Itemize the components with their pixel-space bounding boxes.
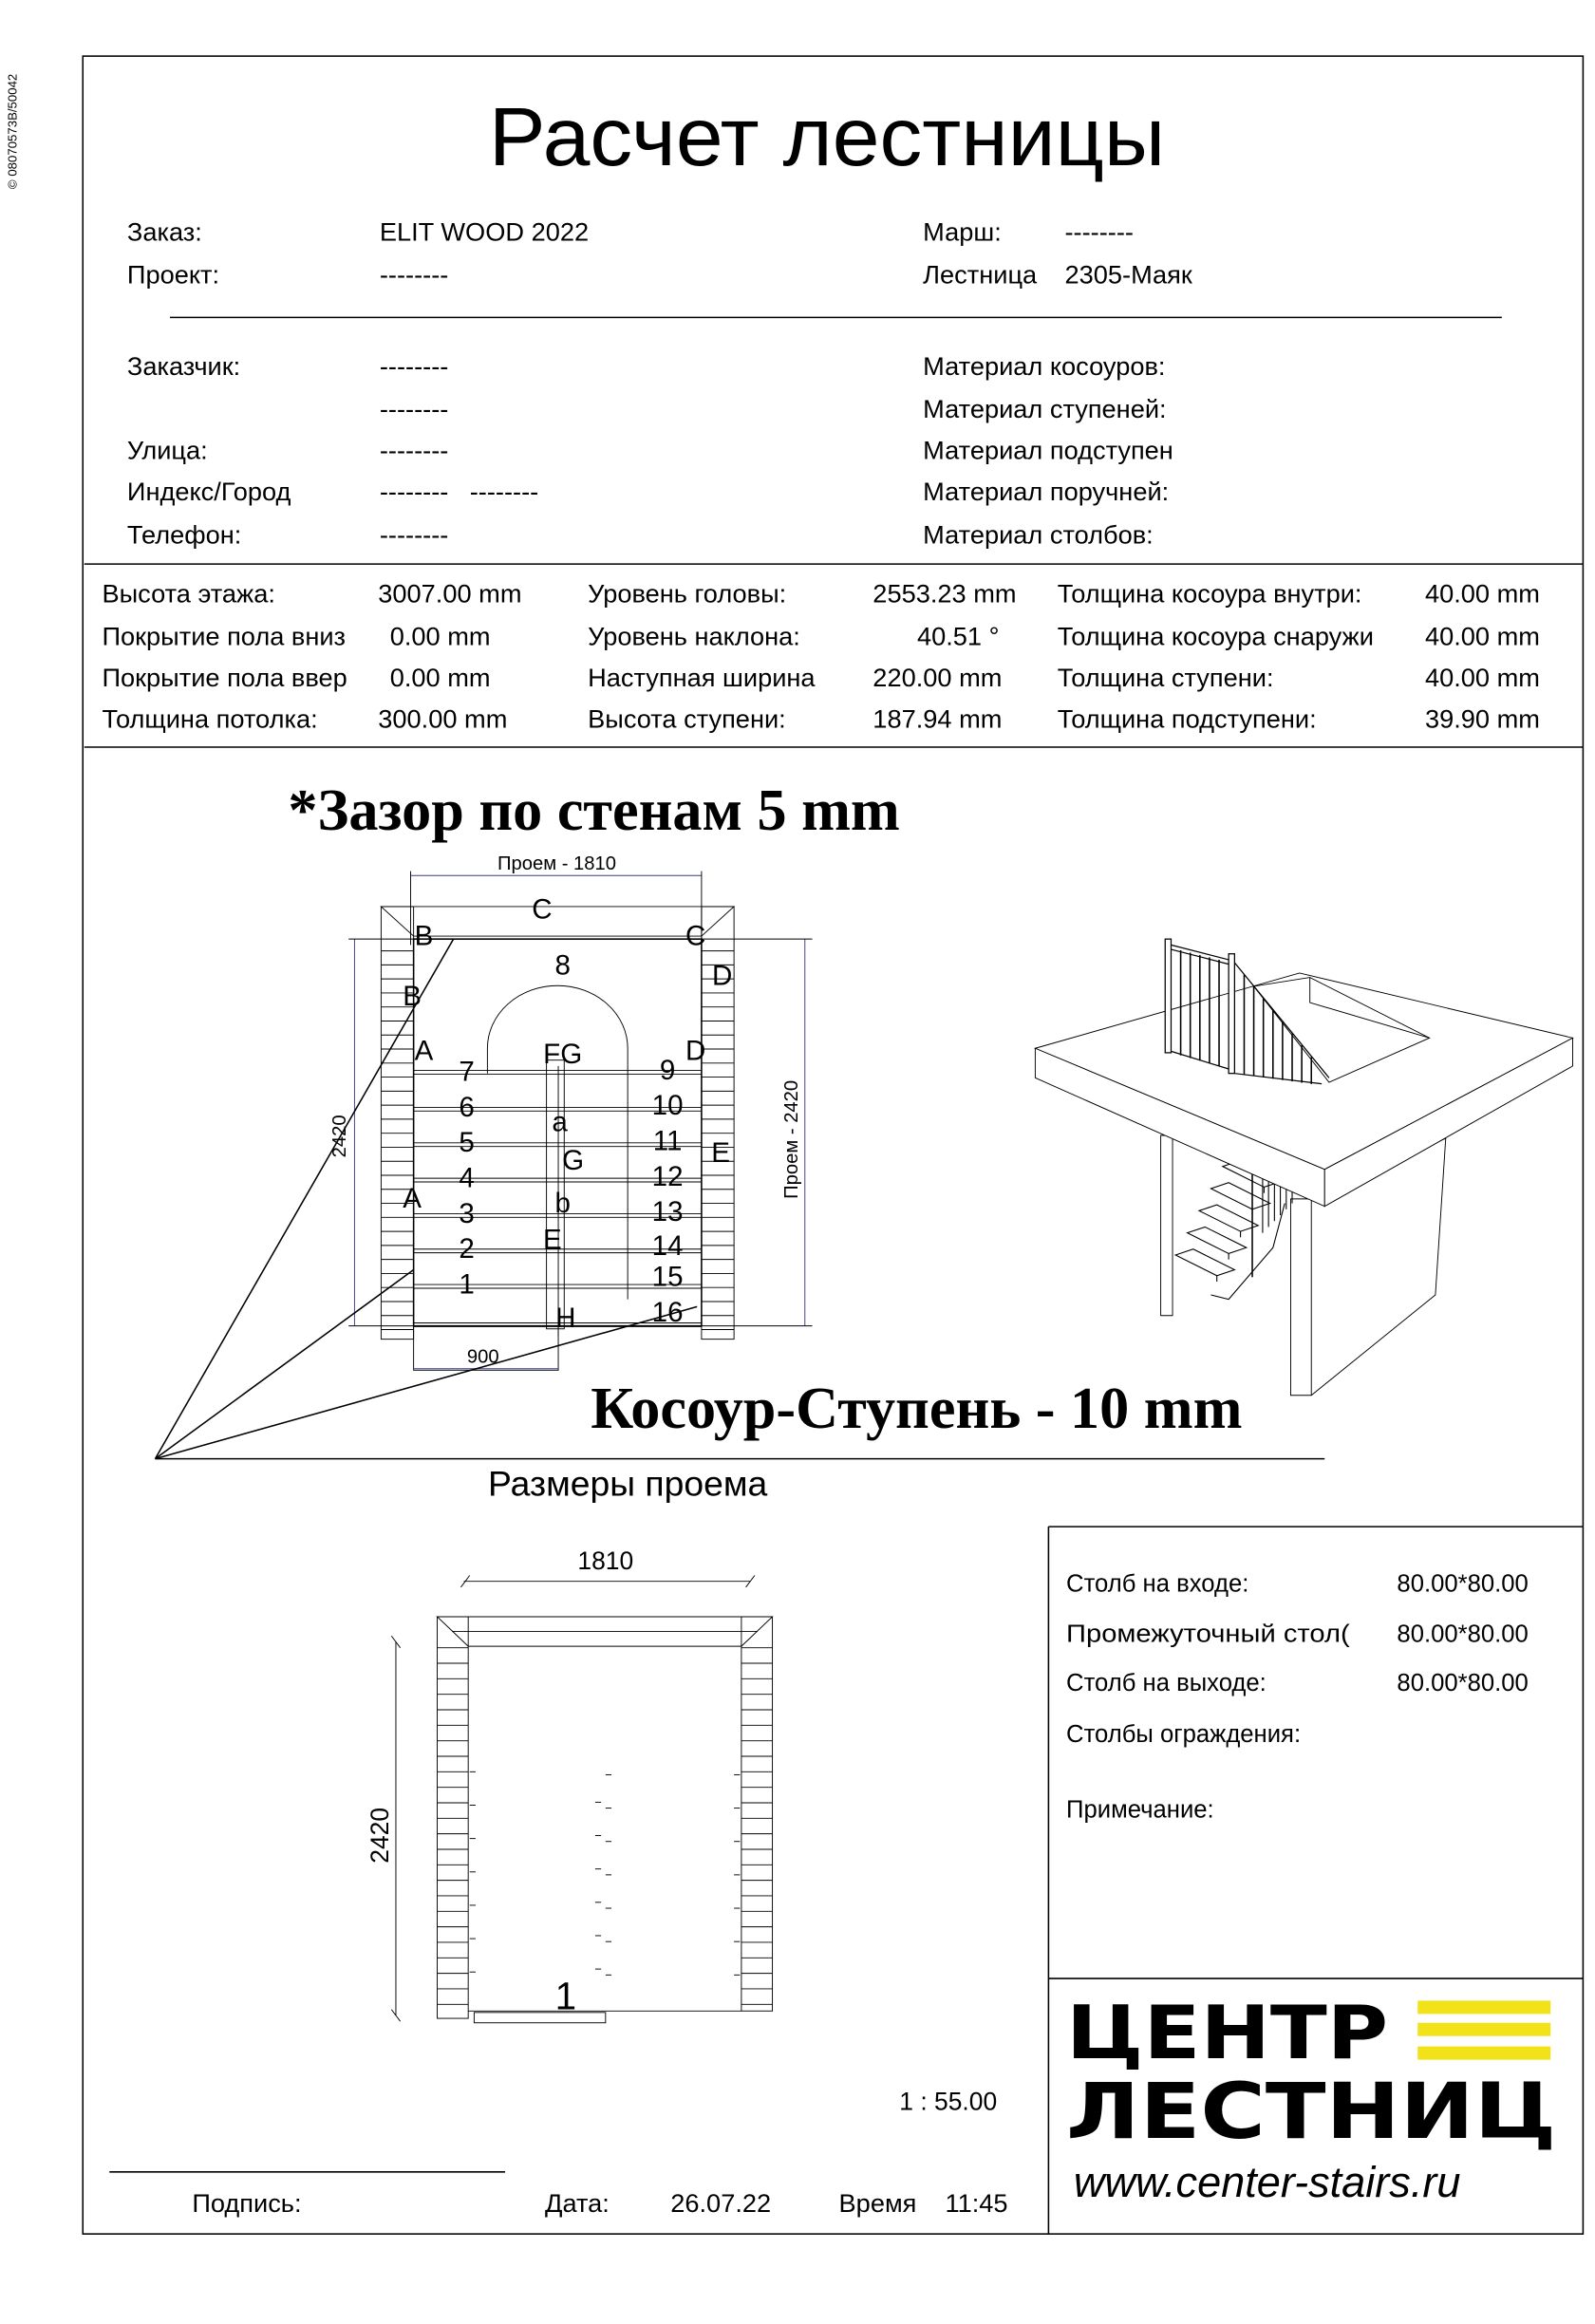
customer-info [127, 351, 1173, 549]
point-label: H [555, 1303, 576, 1335]
point-label: G [562, 1144, 585, 1176]
opening-drawing [366, 1546, 772, 2022]
customer-value-2: -------- [379, 394, 449, 424]
stair-3d-view [1035, 939, 1572, 1396]
opening-width-label: Проем - 1810 [497, 853, 617, 875]
page-title: Расчет лестницы [488, 91, 1166, 184]
param-value: 39.90 mm [1424, 703, 1540, 734]
first-step [474, 2013, 605, 2023]
param-value: 40.00 mm [1424, 621, 1540, 651]
param-label: Толщина потолка: [102, 703, 318, 734]
logo-line-1: ЦЕНТР [1066, 1991, 1389, 2077]
post-value: 80.00*80.00 [1397, 1570, 1529, 1598]
street-value: -------- [379, 435, 449, 465]
param-label: Уровень наклона: [588, 621, 800, 651]
logo-line-2: ЛЕСТНИЦ [1066, 2068, 1557, 2158]
step-number: 16 [651, 1296, 684, 1328]
step-number: 3 [459, 1197, 475, 1229]
param-label: Высота этажа: [102, 578, 275, 609]
customer-value: -------- [379, 351, 449, 382]
footer [192, 2188, 1007, 2218]
posts-info [1066, 1571, 1529, 1824]
point-label: A [414, 1035, 434, 1067]
logo-stripe [1417, 2023, 1550, 2036]
street-label: Улица: [126, 435, 208, 465]
param-label: Высота ступени: [588, 703, 786, 734]
march-label: Марш: [923, 216, 1002, 247]
point-label: C [685, 920, 706, 952]
phone-value: -------- [379, 519, 449, 550]
param-value: 0.00 mm [389, 621, 491, 651]
step-number: 6 [459, 1091, 475, 1123]
phone-label: Телефон: [126, 519, 242, 550]
step-numbers [459, 1055, 683, 1328]
step-number: 1 [459, 1268, 475, 1301]
step-number: 11 [652, 1125, 683, 1157]
point-label: FG [543, 1038, 583, 1070]
post-label: Столб на выходе: [1066, 1669, 1267, 1696]
index-value: -------- [379, 477, 449, 507]
time-value: 11:45 [945, 2187, 1008, 2218]
param-label: Уровень головы: [588, 578, 787, 609]
landing-number: 8 [554, 949, 571, 982]
point-label: b [554, 1187, 571, 1219]
point-label: E [542, 1224, 562, 1256]
param-value: 220.00 mm [873, 663, 1003, 693]
param-label: Толщина косоура внутри: [1057, 578, 1362, 609]
wall-left [381, 907, 413, 1340]
order-value: ELIT WOOD 2022 [379, 216, 590, 247]
step-number: 5 [459, 1127, 475, 1159]
param-value: 2553.23 mm [873, 578, 1017, 609]
material-risers: Материал подступен [923, 435, 1173, 465]
company-logo [1066, 1991, 1556, 2206]
project-value: -------- [379, 259, 449, 290]
point-label: C [532, 893, 553, 926]
param-label: Наступная ширина [588, 663, 816, 693]
width-label: 900 [466, 1346, 499, 1368]
stair-tread [1175, 1249, 1234, 1276]
stair-tread [1188, 1227, 1247, 1253]
newel-post [1229, 954, 1234, 1074]
order-info [127, 217, 1193, 290]
gap-note: *Зазор по стенам 5 mm [288, 778, 900, 844]
signature-label: Подпись: [192, 2187, 302, 2218]
wall-right [741, 1617, 773, 2011]
param-label: Толщина ступени: [1057, 663, 1274, 693]
length-label: 2420 [329, 1115, 351, 1158]
note-label: Примечание: [1066, 1796, 1214, 1824]
point-label: A [403, 1183, 422, 1215]
param-label: Покрытие пола вниз [102, 621, 347, 651]
step-number: 14 [651, 1229, 684, 1262]
wall-top [381, 907, 734, 936]
param-value: 187.94 mm [873, 703, 1003, 734]
date-label: Дата: [545, 2187, 610, 2218]
step-number: 15 [651, 1261, 684, 1293]
stair-tread [1199, 1205, 1258, 1231]
stringer-tread-note: Косоур-Ступень - 10 mm [591, 1376, 1243, 1441]
wall-left [1161, 1135, 1173, 1316]
drawing-scale: 1 : 55.00 [899, 2087, 998, 2116]
logo-url: www.center-stairs.ru [1073, 2158, 1461, 2207]
newel-post [1165, 939, 1171, 1053]
post-value: 80.00*80.00 [1397, 1621, 1529, 1648]
step-number: 10 [651, 1090, 684, 1122]
step-number: 7 [459, 1056, 475, 1088]
param-label: Покрытие пола ввер [102, 663, 347, 693]
time-label: Время [838, 2187, 917, 2218]
param-value: 40.00 mm [1424, 663, 1540, 693]
customer-label: Заказчик: [126, 351, 241, 382]
point-label: E [711, 1137, 730, 1169]
material-treads: Материал ступеней: [923, 394, 1167, 424]
post-label: Промежуточный стол( [1066, 1621, 1351, 1648]
opening-length-label: Проем - 2420 [781, 1079, 802, 1199]
date-value: 26.07.22 [670, 2187, 772, 2218]
param-label: Толщина подступени: [1057, 703, 1317, 734]
step-number: 4 [459, 1162, 475, 1194]
param-value: 40.51 ° [916, 621, 1000, 651]
stair-plan-drawing [155, 853, 812, 1459]
stair-parameters [102, 579, 1539, 734]
watermark: © 08070573B/50042 [5, 73, 20, 190]
project-label: Проект: [126, 259, 220, 290]
step-number: 2 [459, 1233, 475, 1265]
march-value: -------- [1064, 216, 1134, 247]
city-value: -------- [469, 477, 539, 507]
param-label: Толщина косоура снаружи [1057, 621, 1374, 651]
material-stringers: Материал косоуров: [923, 351, 1166, 382]
material-posts: Материал столбов: [923, 519, 1154, 550]
order-label: Заказ: [126, 216, 202, 247]
logo-stripe [1417, 2000, 1550, 2014]
opening-title: Размеры проема [487, 1463, 768, 1504]
step-number: 13 [651, 1196, 684, 1228]
param-value: 3007.00 mm [378, 578, 522, 609]
opening-length: 2420 [366, 1807, 395, 1864]
opening-width: 1810 [577, 1546, 634, 1576]
stair-value: 2305-Маяк [1064, 259, 1192, 290]
post-label: Столбы ограждения: [1066, 1721, 1302, 1749]
param-value: 300.00 mm [378, 703, 508, 734]
step-number: 9 [659, 1054, 676, 1086]
post-value: 80.00*80.00 [1397, 1669, 1529, 1696]
material-handrails: Материал поручней: [923, 477, 1170, 507]
point-label: B [403, 981, 422, 1013]
point-label: a [552, 1106, 568, 1138]
logo-stripe [1417, 2047, 1550, 2060]
point-label: D [685, 1035, 706, 1067]
param-value: 0.00 mm [389, 663, 491, 693]
point-label: B [414, 920, 434, 952]
param-value: 40.00 mm [1424, 578, 1540, 609]
step-number: 1 [554, 1974, 577, 2018]
post-label: Столб на входе: [1066, 1570, 1249, 1598]
step-marks [470, 1771, 741, 1975]
point-label: D [712, 960, 733, 992]
city-label: Индекс/Город [126, 477, 291, 507]
brick-pattern [438, 1648, 773, 2005]
stair-tread [1210, 1183, 1269, 1209]
step-number: 12 [651, 1160, 684, 1192]
stair-label: Лестница [923, 259, 1038, 290]
